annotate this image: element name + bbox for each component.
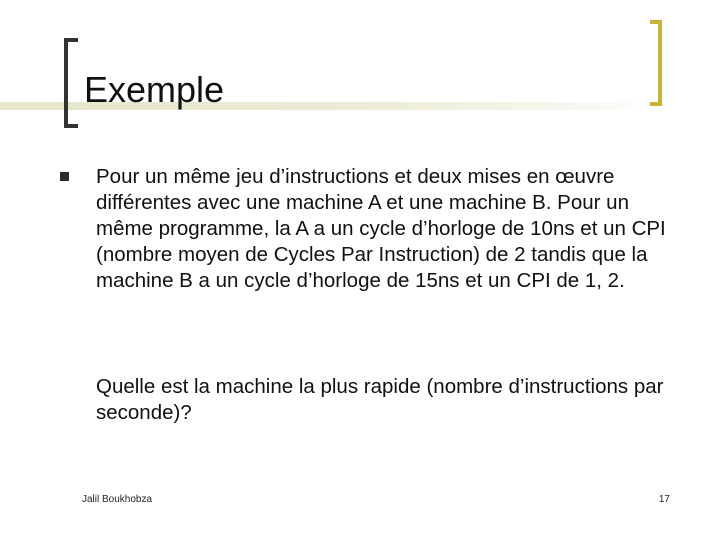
square-bullet-icon [60,172,69,181]
slide-title: Exemple [84,69,225,110]
bullet-paragraph: Pour un même jeu d’instructions et deux mises en œuvre différentes avec une machine A et une machine B. Pour un même programme, la A a un cycle d’horloge de 10ns et un CPI (nombre moyen de Cycles Par Instruction) de 2 tandis que la machine B a un cycle d’horloge de 15ns et un CPI de 1, 2. [96,165,666,292]
question-paragraph: Quelle est la machine la plus rapide (nombre d’instructions par seconde)? [96,375,664,424]
page-number: 17 [658,494,670,505]
left-bracket-decoration [64,38,78,128]
right-bracket-decoration [650,20,662,106]
footer-author: Jalil Boukhobza [82,494,153,505]
